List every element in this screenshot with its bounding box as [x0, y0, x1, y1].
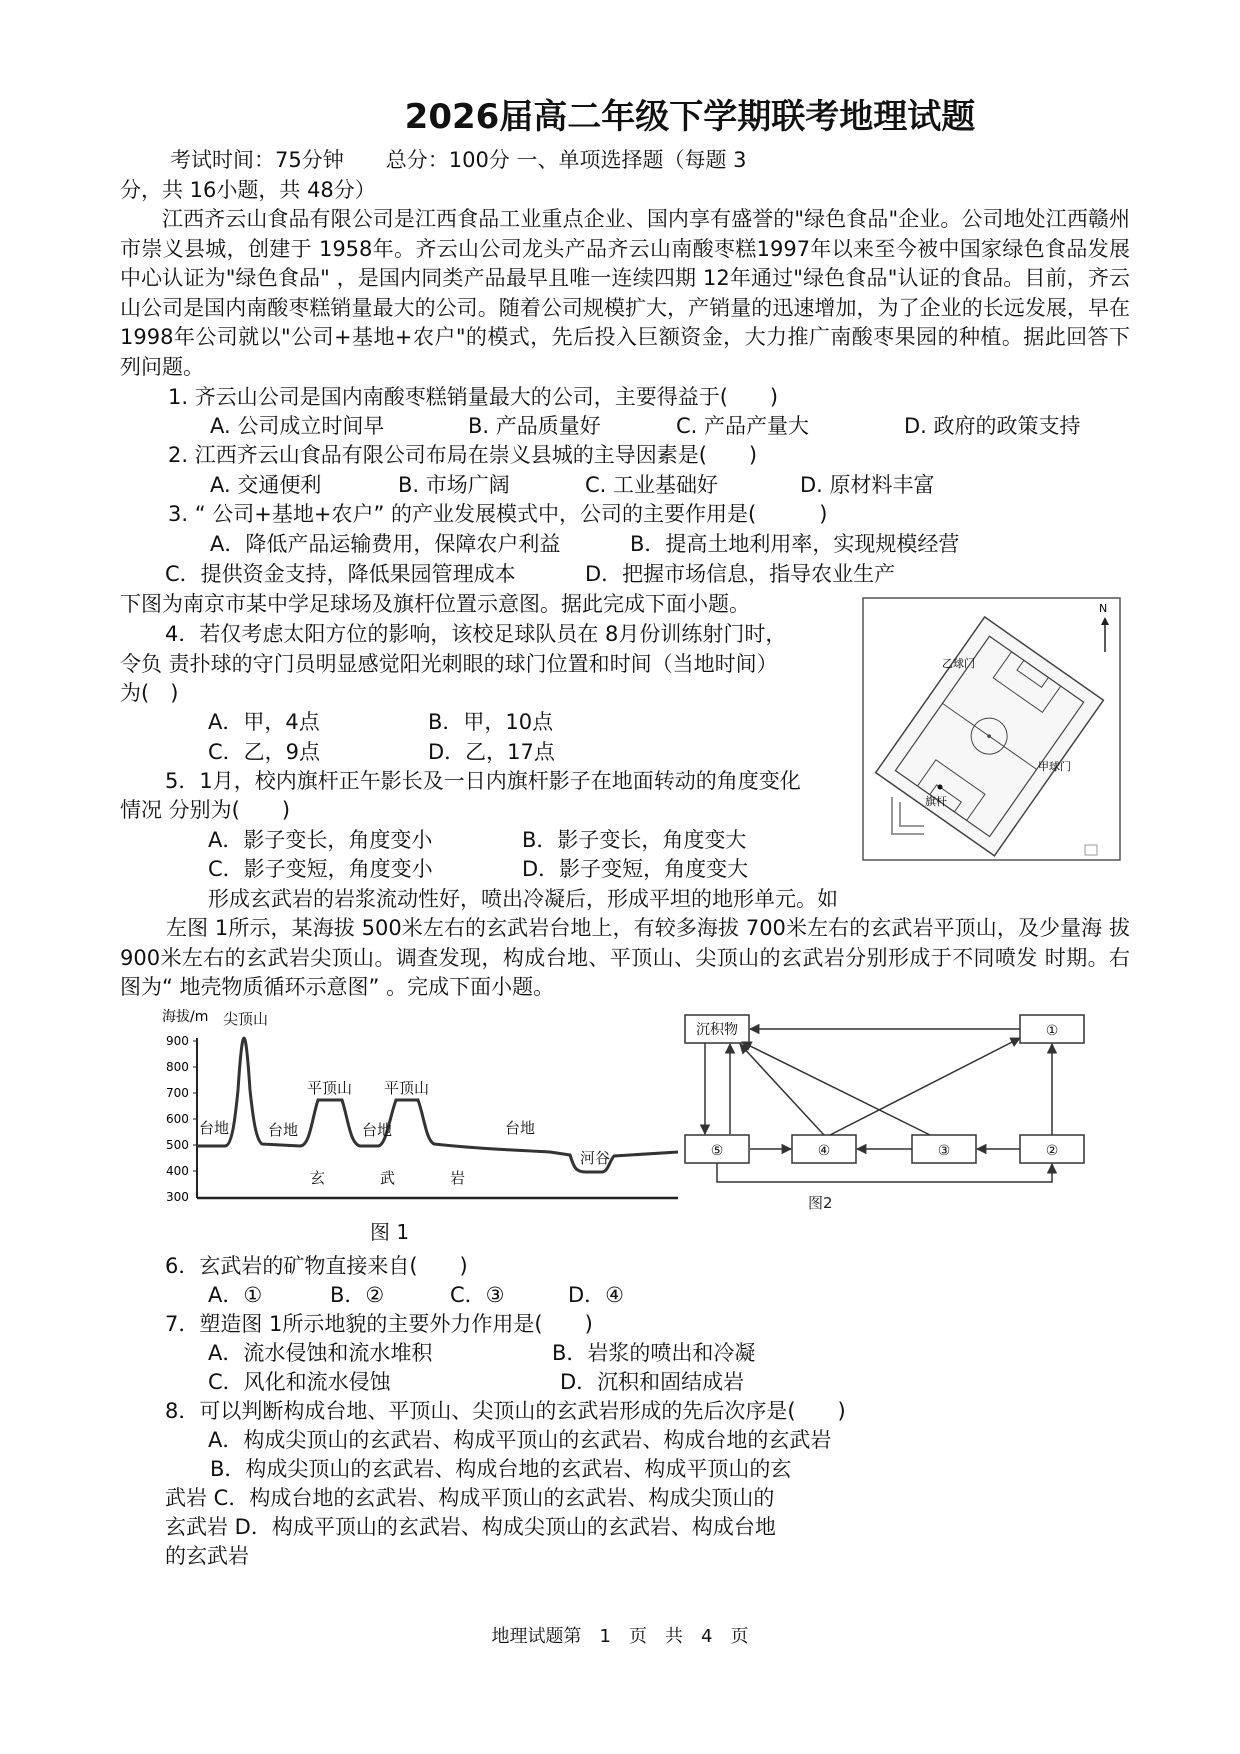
- q3-option-d: D．把握市场信息，指导农业生产: [585, 562, 896, 586]
- q8-option-b-line3: 玄武岩 D．构成平顶山的玄武岩、构成尖顶山的玄武岩、构成台地: [165, 1515, 776, 1539]
- node-5-label: ⑤: [710, 1143, 724, 1159]
- q6-option-b: B．②: [330, 1283, 385, 1307]
- label-flat-2: 平顶山: [384, 1079, 430, 1097]
- q5-stem-2: 情况 分别为( ): [120, 798, 291, 822]
- label-plat-3: 台地: [362, 1121, 393, 1139]
- q7-stem: 7．塑造图 1所示地貌的主要外力作用是( ): [165, 1312, 593, 1336]
- fig2-caption: 图2: [808, 1194, 833, 1212]
- q1-option-b: B. 产品质量好: [468, 414, 601, 438]
- q1-option-d: D. 政府的政策支持: [904, 414, 1081, 438]
- fig1-ticks: [166, 1034, 197, 1204]
- fig1-ylabel: 海拔/m: [162, 1009, 209, 1025]
- exam-info-line2: 分，共 16小题，共 48分）: [120, 178, 376, 202]
- q3-option-a: A．降低产品运输费用，保障农户利益: [210, 532, 561, 556]
- label-rock-2: 武: [380, 1169, 396, 1187]
- flagpole-dot: [938, 785, 943, 790]
- q1-stem: 1. 齐云山公司是国内南酸枣糕销量最大的公司，主要得益于( ): [168, 385, 779, 409]
- tick-label: 700: [166, 1086, 189, 1100]
- sediment-label: 沉积物: [696, 1022, 738, 1038]
- label-plat-4: 台地: [505, 1119, 536, 1137]
- q2-option-b: B. 市场广阔: [398, 473, 510, 497]
- q8-option-a: A．构成尖顶山的玄武岩、构成平顶山的玄武岩、构成台地的玄武岩: [208, 1428, 832, 1452]
- q2-option-d: D. 原材料丰富: [800, 473, 935, 497]
- tick-label: 400: [166, 1164, 189, 1178]
- q1-option-c: C. 产品产量大: [676, 414, 810, 438]
- q3-option-b: B．提高土地利用率，实现规模经营: [630, 532, 960, 556]
- page-title: 2026届高二年级下学期联考地理试题: [404, 97, 976, 137]
- figure-2-rock-cycle: [680, 1010, 1100, 1220]
- goal-yi-label: 乙球门: [942, 657, 975, 670]
- node-3-label: ③: [937, 1143, 951, 1159]
- q3-option-c: C．提供资金支持，降低果园管理成本: [165, 562, 516, 586]
- q8-stem: 8．可以判断构成台地、平顶山、尖顶山的玄武岩形成的先后次序是( ): [165, 1399, 846, 1423]
- cycle-arrows: [705, 1029, 1052, 1182]
- q4-option-d: D．乙，17点: [428, 740, 555, 764]
- tick-label: 800: [166, 1060, 189, 1074]
- q4-stem-1: 4．若仅考虑太阳方位的影响，该校足球队员在 8月份训练射门时，: [165, 622, 787, 646]
- q4-option-b: B．甲，10点: [428, 710, 554, 734]
- q7-option-d: D．沉积和固结成岩: [560, 1370, 745, 1394]
- q8-option-b-line4: 的玄武岩: [165, 1544, 249, 1568]
- q6-option-c: C．③: [450, 1283, 505, 1307]
- north-label: N: [1099, 602, 1108, 615]
- q7-option-a: A．流水侵蚀和流水堆积: [208, 1341, 433, 1365]
- q5-option-c: C．影子变短，角度变小: [208, 857, 433, 881]
- q8-option-b-line1: B．构成尖顶山的玄武岩、构成台地的玄武岩、构成平顶山的玄: [210, 1457, 792, 1481]
- label-rock-3: 岩: [450, 1169, 466, 1187]
- passage-3-line1: 形成玄武岩的岩浆流动性好，喷出冷凝后，形成平坦的地形单元。如: [208, 887, 838, 911]
- q4-option-a: A．甲，4点: [208, 710, 320, 734]
- tick-label: 900: [166, 1034, 189, 1048]
- q1-option-a: A. 公司成立时间早: [210, 414, 385, 438]
- label-plat-2: 台地: [268, 1121, 299, 1139]
- q2-option-a: A. 交通便利: [210, 473, 322, 497]
- label-peak: 尖顶山: [223, 1010, 269, 1028]
- node-4-label: ④: [817, 1143, 831, 1159]
- tick-label: 300: [166, 1190, 189, 1204]
- flagpole-label: 旗杆: [925, 795, 947, 808]
- passage-1: 江西齐云山食品有限公司是江西食品工业重点企业、国内享有盛誉的"绿色食品"企业。公司地处江西赣州市崇义县城，创建于 1958年。齐云山公司龙头产品齐云山南酸枣糕1997年以来至今被中国家绿色食品发展中心认证为"绿色食品" ，是国内同类产品最早且唯一连续四期 12年通过"绿色食品"认证的食品。目前，齐云山公司是国内南酸枣糕销量最大的公司。随着公司规模扩大，产销量的迅速增加，为了企业的长远发展，早在 1998年公司就以"公司+基地+农户"的模式，先后投入巨额资金，大力推广南酸枣果园的种植。据此回答下列问题。: [120, 207, 1130, 379]
- exam-info-line1: 考试时间：75分钟 总分：100分 一、单项选择题（每题 3: [170, 148, 747, 172]
- node-1-label: ①: [1045, 1023, 1059, 1039]
- q8-option-b-line2: 武岩 C．构成台地的玄武岩、构成平顶山的玄武岩、构成尖顶山的: [165, 1486, 775, 1510]
- label-rock-1: 玄: [310, 1169, 326, 1187]
- q6-option-d: D．④: [568, 1283, 624, 1307]
- passage-3: 左图 1所示，某海拔 500米左右的玄武岩台地上，有较多海拔 700米左右的玄武岩平顶山，及少量海 拔 900米左右的玄武岩尖顶山。调查发现，构成台地、平顶山、尖顶山的玄武岩分别形成于不同喷发 时期。右图为“ 地壳物质循环示意图” 。完成下面小题。: [120, 916, 1130, 999]
- figure-1-profile: [150, 1000, 680, 1210]
- label-flat-1: 平顶山: [307, 1079, 353, 1097]
- q5-option-a: A．影子变长，角度变小: [208, 828, 433, 852]
- passage-2: 下图为南京市某中学足球场及旗杆位置示意图。据此完成下面小题。: [120, 592, 750, 616]
- fig1-caption: 图 1: [370, 1220, 410, 1244]
- label-valley: 河谷: [580, 1149, 611, 1167]
- goal-jia-label: 甲球门: [1038, 760, 1071, 773]
- tick-label: 600: [166, 1112, 189, 1126]
- q4-stem-2: 令负 责扑球的守门员明显感觉阳光刺眼的球门位置和时间（当地时间）: [120, 652, 778, 676]
- page-footer: 地理试题第 1 页 共 4 页: [491, 1626, 749, 1647]
- q3-stem: 3. “ 公司+基地+农户” 的产业发展模式中，公司的主要作用是( ): [168, 502, 828, 526]
- node-2-label: ②: [1045, 1143, 1059, 1159]
- q2-option-c: C. 工业基础好: [585, 473, 719, 497]
- q6-stem: 6．玄武岩的矿物直接来自( ): [165, 1254, 468, 1278]
- q7-option-b: B．岩浆的喷出和冷凝: [552, 1341, 756, 1365]
- q6-option-a: A．①: [208, 1283, 263, 1307]
- tick-label: 500: [166, 1138, 189, 1152]
- label-plat-1: 台地: [199, 1119, 230, 1137]
- q5-option-d: D．影子变短，角度变大: [522, 857, 749, 881]
- football-field-figure: [862, 597, 1122, 862]
- q2-stem: 2. 江西齐云山食品有限公司布局在崇义县城的主导因素是( ): [168, 443, 758, 467]
- q4-stem-3: 为( ): [120, 681, 179, 705]
- q4-option-c: C．乙，9点: [208, 740, 321, 764]
- q7-option-c: C．风化和流水侵蚀: [208, 1370, 391, 1394]
- q5-stem-1: 5．1月，校内旗杆正午影长及一日内旗杆影子在地面转动的角度变化: [165, 769, 801, 793]
- q5-option-b: B．影子变长，角度变大: [522, 828, 747, 852]
